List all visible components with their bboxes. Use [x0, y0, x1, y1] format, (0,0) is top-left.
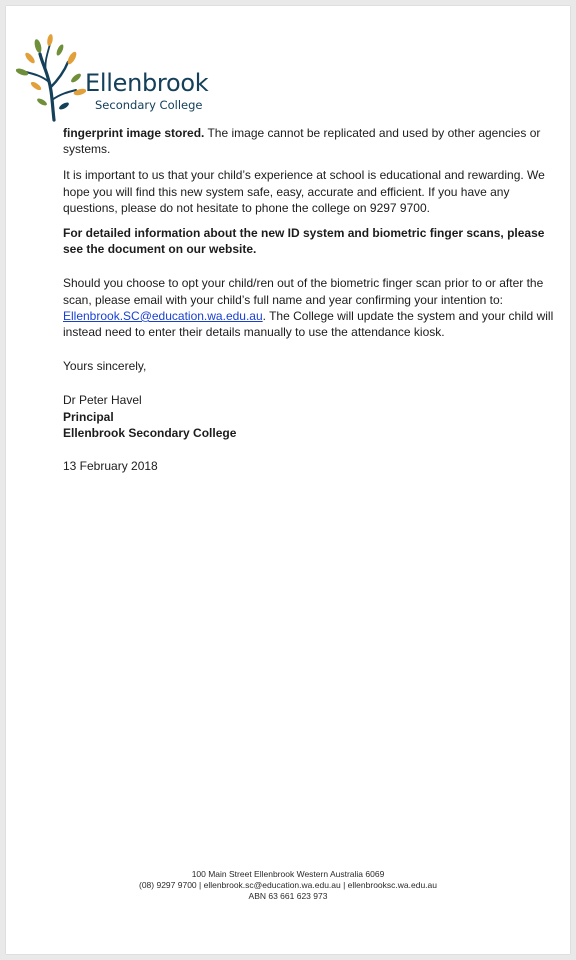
school-logo — [16, 32, 216, 122]
opt-out-text-before: Should you choose to opt your child/ren out of the biometric finger scan prior to or after the scan, please email with your child’s full name and year confirming your intention to: — [63, 276, 544, 307]
letter-page — [6, 6, 570, 954]
footer-address: 100 Main Street Ellenbrook Western Australia 6069 — [191, 869, 385, 879]
footer-contact: (08) 9297 9700 | ellenbrook.sc@education.wa.edu.au | ellenbrooksc.wa.edu.au — [139, 880, 437, 890]
school-name: Ellenbrook — [85, 69, 209, 97]
letter-footer — [6, 869, 570, 902]
school-subtitle: Secondary College — [95, 98, 203, 112]
paragraph-fingerprint — [63, 125, 555, 157]
signer-organisation: Ellenbrook Secondary College — [63, 425, 237, 440]
paragraph-experience: It is important to us that your child’s experience at school is educational and rewarding. We hope you will find this new system safe, easy, accurate and efficient. If you have any questions, please do not hesitate to phone the college on 9297 9700. — [63, 168, 545, 215]
signer-name: Dr Peter Havel — [63, 393, 142, 408]
signature-block — [63, 392, 555, 441]
opt-out-text-after: . The College will update the system and your child will instead need to enter their details manually to use the attendance kiosk. — [63, 308, 554, 340]
paragraph-fingerprint-bold: fingerprint image stored. — [63, 126, 205, 140]
closing: Yours sincerely, — [63, 359, 147, 374]
letter-body — [63, 125, 555, 474]
email-link[interactable]: Ellenbrook.SC@education.wa.edu.au — [63, 308, 263, 323]
footer-abn: ABN 63 661 623 973 — [248, 891, 328, 901]
paragraph-website-info: For detailed information about the new ID system and biometric finger scans, please see the document on our website. — [63, 226, 545, 257]
tree-logo-icon — [16, 32, 86, 122]
paragraph-opt-out — [63, 275, 555, 340]
paragraph-fingerprint-text: The image cannot be replicated and used by other agencies or systems. — [63, 126, 541, 157]
signer-title: Principal — [63, 409, 114, 424]
letter-date: 13 February 2018 — [63, 459, 158, 474]
